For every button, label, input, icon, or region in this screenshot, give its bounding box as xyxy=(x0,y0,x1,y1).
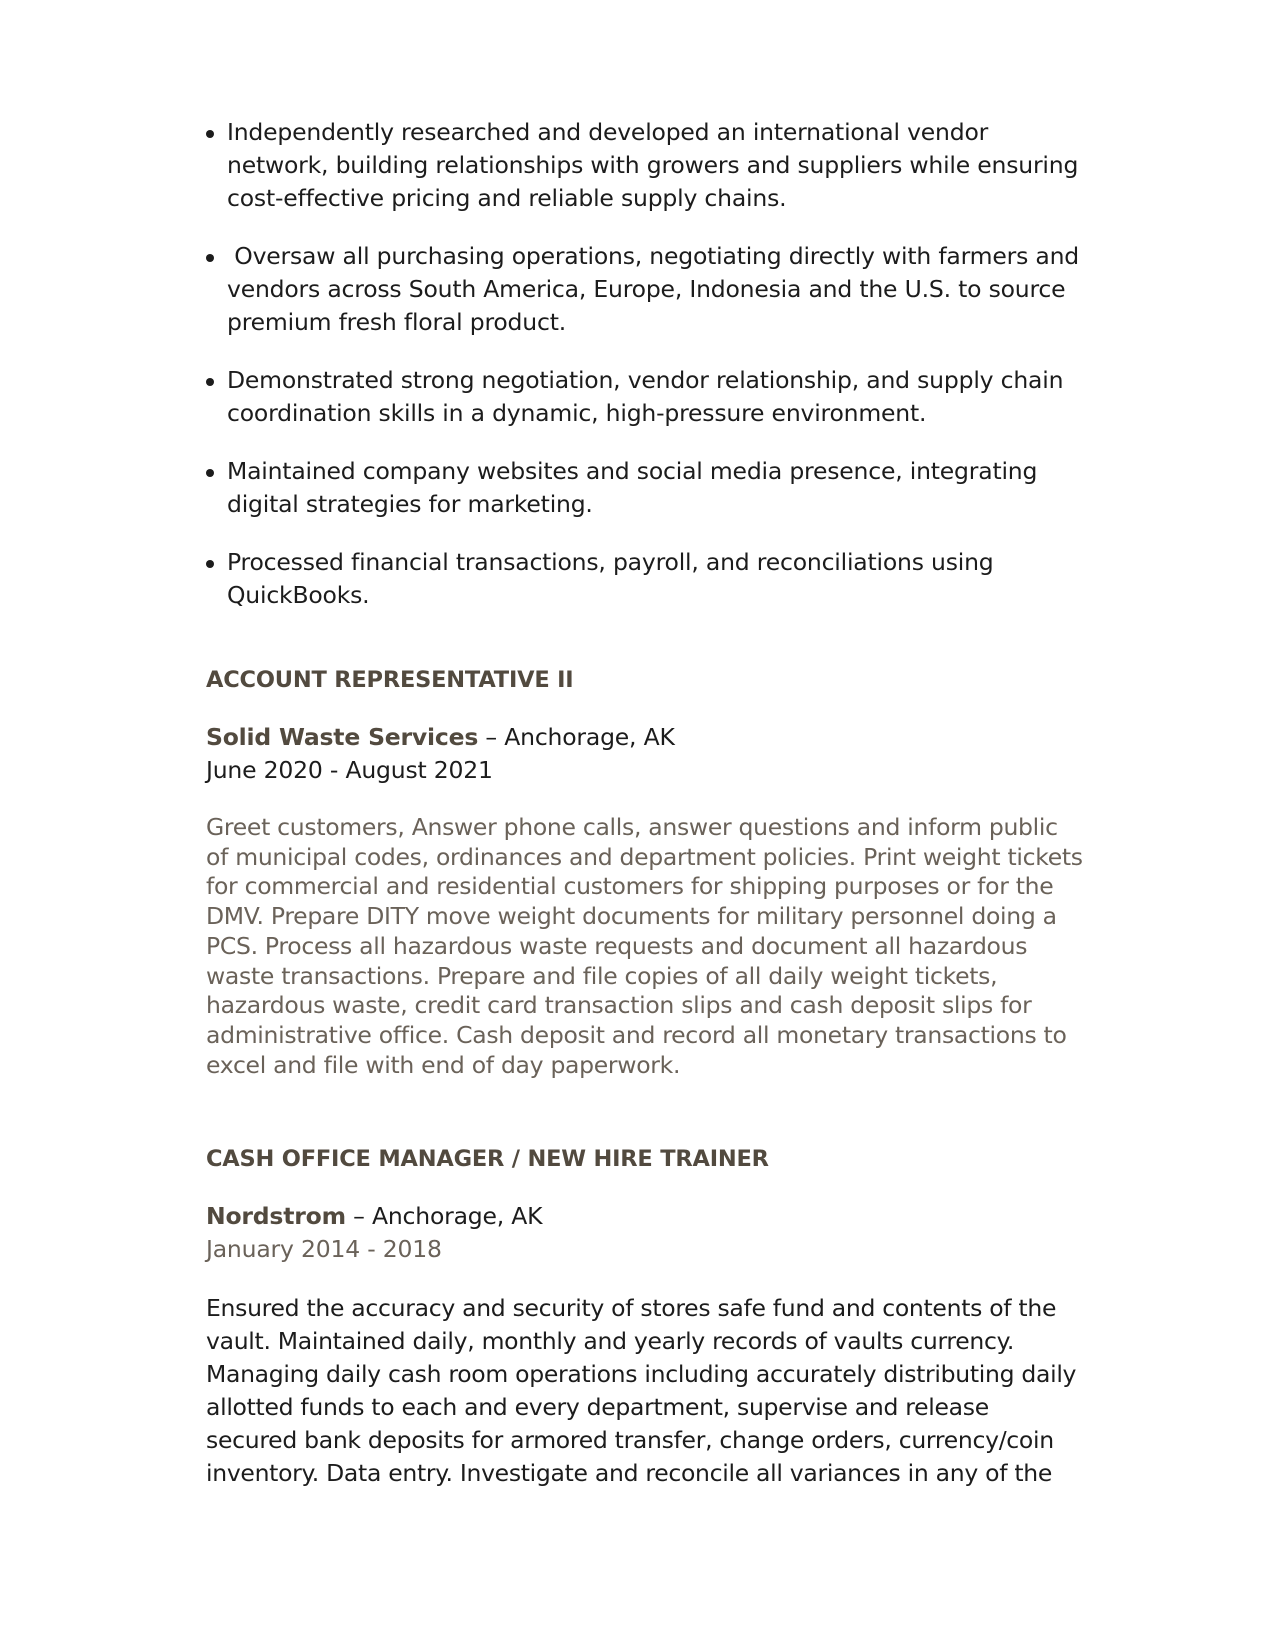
bullet-icon xyxy=(206,469,214,477)
bullet-text: Maintained company websites and social media presence, integrating digital strategies for marketing. xyxy=(227,457,1038,518)
job-location: – Anchorage, AK xyxy=(345,1202,543,1230)
bullet-icon xyxy=(206,378,214,386)
company-line xyxy=(206,721,1086,754)
bullet-text: Demonstrated strong negotiation, vendor relationship, and supply chain coordination skills in a dynamic, high-pressure environment. xyxy=(227,366,1064,427)
bullet-icon xyxy=(206,130,214,138)
bullet-text: Oversaw all purchasing operations, negotiating directly with farmers and vendors across South America, Europe, Indonesia and the U.S. to source premium fresh floral product. xyxy=(227,242,1087,336)
job-dates: June 2020 - August 2021 xyxy=(206,756,493,784)
list-item xyxy=(206,364,1086,430)
job-section-account-representative xyxy=(206,665,1086,1104)
job-section-cash-office-manager xyxy=(206,1144,1086,1514)
bullet-icon xyxy=(206,254,214,262)
company-line xyxy=(206,1200,1086,1233)
job-title: ACCOUNT REPRESENTATIVE II xyxy=(206,667,574,693)
list-item xyxy=(206,116,1086,215)
list-item xyxy=(206,546,1086,612)
bullet-text: Independently researched and developed an international vendor network, building relationships with growers and suppliers while ensuring cost-effective pricing and reliable supply chains. xyxy=(227,118,1079,212)
responsibilities-list xyxy=(206,116,1086,637)
company-name: Solid Waste Services xyxy=(206,723,479,751)
bullet-text: Processed financial transactions, payroll, and reconciliations using QuickBooks. xyxy=(227,548,994,609)
job-location: – Anchorage, AK xyxy=(478,723,675,751)
company-name: Nordstrom xyxy=(206,1202,346,1230)
job-description: Greet customers, Answer phone calls, answer questions and inform public of municipal codes, ordinances and department policies. Print weight tickets for commercial and residential customers for shipping purposes or for the DMV. Prepare DITY move weight documents for military personnel doing a PCS. Process all hazardous waste requests and document all hazardous waste transactions. Prepare and file copies of all daily weight tickets, hazardous waste, credit card transaction slips and cash deposit slips for administrative office. Cash deposit and record all monetary transactions to excel and file with end of day paperwork. xyxy=(206,813,1083,1079)
list-item xyxy=(206,240,1086,339)
job-dates: January 2014 - 2018 xyxy=(206,1235,442,1263)
bullet-icon xyxy=(206,560,214,568)
list-item xyxy=(206,455,1086,521)
job-description: Ensured the accuracy and security of stores safe fund and contents of the vault. Maintained daily, monthly and yearly records of vaults currency. Managing daily cash room operations including accurately distributing daily allotted funds to each and every department, supervise and release secured bank deposits for armored transfer, change orders, currency/coin inventory. Data entry. Investigate and reconcile all variances in any of the xyxy=(206,1294,1077,1487)
job-title: CASH OFFICE MANAGER / NEW HIRE TRAINER xyxy=(206,1146,769,1172)
